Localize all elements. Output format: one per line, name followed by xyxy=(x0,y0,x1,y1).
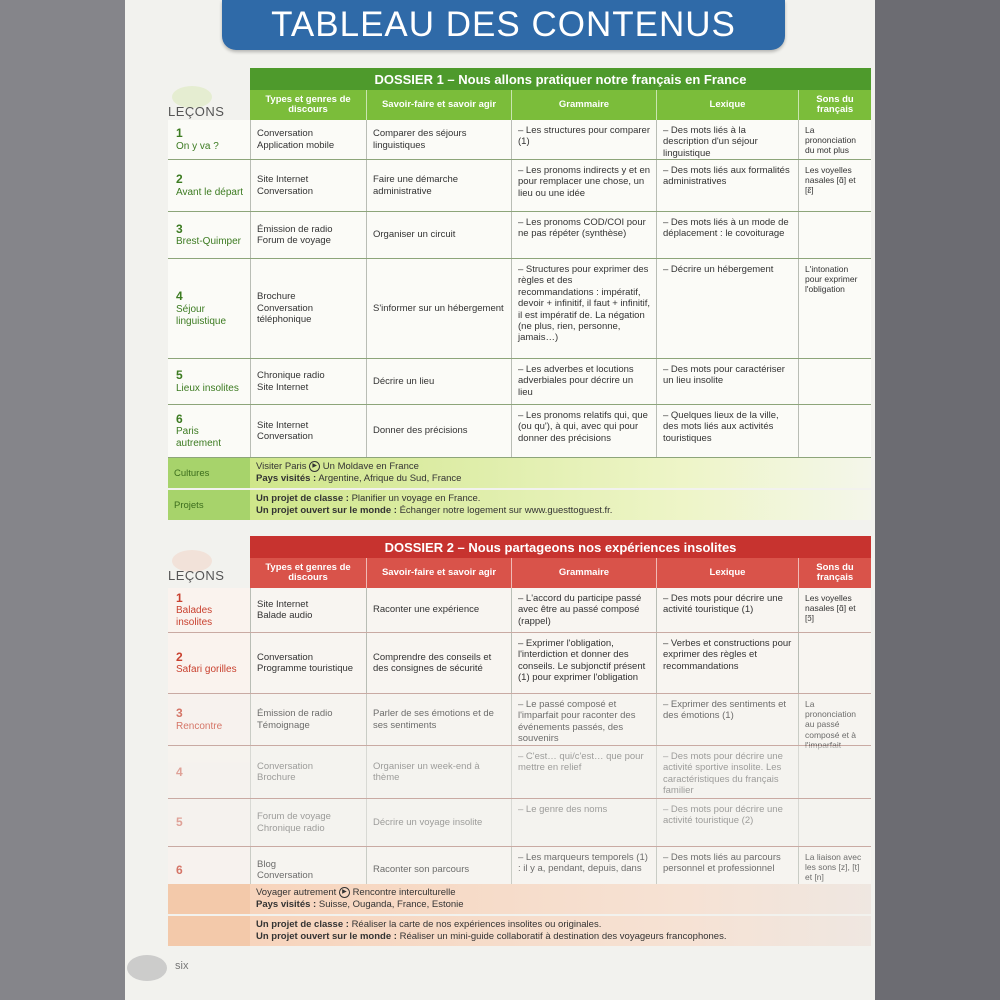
lecon-number: 3 xyxy=(176,706,183,721)
grammaire-text: – Les adverbes et locutions adverbiales pour décrire un lieu xyxy=(518,364,634,398)
savoir-text: Comparer des séjours linguistiques xyxy=(373,128,467,151)
savoir-text: Décrire un lieu xyxy=(373,375,435,387)
savoir-text: Raconter une expérience xyxy=(373,604,480,616)
lecon-number: 2 xyxy=(176,649,183,664)
dossier-2-table xyxy=(168,536,871,956)
sons-cell xyxy=(798,633,871,693)
lecon-name: Safari gorilles xyxy=(176,664,237,676)
cultures-label xyxy=(168,884,250,914)
grammaire-text: – Le genre des noms xyxy=(518,804,608,815)
savoir-cell xyxy=(366,120,511,159)
projet1-label: Un projet de classe : xyxy=(256,493,349,504)
lexique-text: – Des mots liés au parcours personnel et professionnel xyxy=(663,852,781,875)
grammaire-cell xyxy=(511,120,656,159)
lecon-cell xyxy=(168,405,250,457)
lecon-cell xyxy=(168,799,250,846)
grammaire-cell xyxy=(511,588,656,632)
lecon-number: 5 xyxy=(176,815,183,830)
lexique-text: – Des mots pour décrire une activité touristique (1) xyxy=(663,593,783,616)
lecon-cell xyxy=(168,120,250,159)
lexique-cell xyxy=(656,633,798,693)
types-cell xyxy=(250,694,366,745)
savoir-cell xyxy=(366,259,511,358)
savoir-cell xyxy=(366,405,511,457)
projet2-text: Échanger notre logement sur www.guesttoguest.fr. xyxy=(399,504,613,516)
grammaire-text: – Le passé composé et l'imparfait pour raconter des événements passés, des souvenirs xyxy=(518,699,636,745)
savoir-cell xyxy=(366,588,511,632)
table-row xyxy=(168,633,871,694)
lexique-cell xyxy=(656,259,798,358)
cultures-content xyxy=(250,458,871,488)
savoir-cell xyxy=(366,799,511,846)
lecon-name: Paris autrement xyxy=(176,426,222,450)
column-headers xyxy=(250,90,871,120)
types-text: Conversation Brochure xyxy=(257,760,313,783)
types-text: Site Internet Balade audio xyxy=(257,598,313,621)
types-cell xyxy=(250,359,366,404)
grammaire-text: – Les marqueurs temporels (1) : il y a, pendant, depuis, dans xyxy=(518,852,648,875)
cultures-video: Rencontre interculturelle xyxy=(352,887,456,899)
col-lexique: Lexique xyxy=(656,558,798,588)
grammaire-text: – Les pronoms indirects y et en pour remplacer une chose, un lieu ou une idée xyxy=(518,165,651,199)
types-text: Brochure Conversation téléphonique xyxy=(257,291,313,326)
col-lexique: Lexique xyxy=(656,90,798,120)
sons-cell xyxy=(798,259,871,358)
lexique-cell xyxy=(656,746,798,798)
lecon-name: Avant le départ xyxy=(176,186,244,198)
sons-cell xyxy=(798,694,871,750)
video-icon: ▶ xyxy=(339,887,350,898)
grammaire-cell xyxy=(511,799,656,846)
lecon-number: 5 xyxy=(176,368,183,383)
col-grammaire: Grammaire xyxy=(511,90,656,120)
dossier-1-title: DOSSIER 1 – Nous allons pratiquer notre français en France xyxy=(250,68,871,90)
types-text: Conversation Application mobile xyxy=(257,128,335,151)
types-text: Conversation Programme touristique xyxy=(257,651,354,674)
col-types: Types et genres de discours xyxy=(265,93,351,115)
sons-cell xyxy=(798,120,871,159)
grammaire-text: – Les structures pour comparer (1) xyxy=(518,125,651,148)
savoir-text: Décrire un voyage insolite xyxy=(373,816,483,828)
lexique-cell xyxy=(656,160,798,211)
lecon-name: Rencontre xyxy=(176,720,223,732)
lexique-text: – Quelques lieux de la ville, des mots liés aux activités touristiques xyxy=(663,410,779,444)
column-headers xyxy=(250,558,871,588)
savoir-cell xyxy=(366,359,511,404)
sons-text: L'intonation pour exprimer l'obligation xyxy=(805,264,858,295)
projets-row xyxy=(168,488,871,520)
types-text: Chronique radio Site Internet xyxy=(257,370,325,393)
lexique-cell xyxy=(656,359,798,404)
grammaire-cell xyxy=(511,212,656,258)
table-row xyxy=(168,746,871,799)
sons-cell xyxy=(798,799,871,846)
page-number: six xyxy=(175,960,189,972)
types-text: Site Internet Conversation xyxy=(257,419,313,442)
table-row xyxy=(168,160,871,212)
projet2-text: Réaliser un mini-guide collaboratif à destination des voyageurs francophones. xyxy=(399,930,727,942)
lecon-cell xyxy=(168,633,250,693)
grammaire-cell xyxy=(511,359,656,404)
lecon-number: 4 xyxy=(176,289,183,304)
table-row xyxy=(168,259,871,359)
lexique-cell xyxy=(656,799,798,846)
projets-row xyxy=(168,914,871,946)
lexique-cell xyxy=(656,588,798,632)
lexique-text: – Des mots liés aux formalités administratives xyxy=(663,165,790,188)
cultures-pays: Suisse, Ouganda, France, Estonie xyxy=(318,898,464,910)
savoir-cell xyxy=(366,633,511,693)
sons-cell xyxy=(798,359,871,404)
grammaire-text: – L'accord du participe passé avec être au passé composé (rappel) xyxy=(518,593,642,627)
sons-cell xyxy=(798,746,871,798)
lecons-label: LEÇONS xyxy=(168,568,225,583)
savoir-text: Donner des précisions xyxy=(373,425,468,437)
savoir-text: Raconter son parcours xyxy=(373,864,470,876)
cultures-row xyxy=(168,884,871,914)
grammaire-cell xyxy=(511,633,656,693)
grammaire-cell xyxy=(511,259,656,358)
savoir-text: Parler de ses émotions et de ses sentiments xyxy=(373,708,494,731)
lecon-cell xyxy=(168,694,250,745)
cultures-pays: Argentine, Afrique du Sud, France xyxy=(318,472,462,484)
grammaire-text: – Structures pour exprimer des règles et des recommandations : impératif, devoir + infinitif, il faut + infinitif, il est impératif de. La négation (ne plus, rien, personne, jamais…) xyxy=(518,264,651,344)
types-text: Émission de radio Forum de voyage xyxy=(257,223,333,246)
grammaire-cell xyxy=(511,746,656,798)
cultures-line1: Visiter Paris xyxy=(256,461,307,473)
lexique-text: – Des mots liés à la description d'un séjour linguistique xyxy=(663,125,758,159)
dossier-2-rows xyxy=(168,588,871,894)
cultures-video: Un Moldave en France xyxy=(322,461,419,473)
table-row xyxy=(168,588,871,633)
cultures-content xyxy=(250,884,871,914)
lecon-cell xyxy=(168,359,250,404)
sons-text: La prononciation au passé composé et à l'imparfait xyxy=(805,699,857,750)
lecon-cell xyxy=(168,746,250,798)
projets-label: Projets xyxy=(168,490,250,520)
background-left xyxy=(0,0,125,1000)
lexique-cell xyxy=(656,120,798,159)
projet1-text: Planifier un voyage en France. xyxy=(351,493,481,504)
projet2-label: Un projet ouvert sur le monde : xyxy=(256,930,397,942)
lecon-number: 2 xyxy=(176,172,183,187)
types-cell xyxy=(250,160,366,211)
cultures-label: Cultures xyxy=(168,458,250,488)
savoir-cell xyxy=(366,160,511,211)
sons-text: Les voyelles nasales [ɑ̃] et [ɛ̃] xyxy=(805,165,856,196)
lexique-text: – Des mots pour décrire une activité sportive insolite. Les caractéristiques du français familier xyxy=(663,751,783,797)
savoir-cell xyxy=(366,212,511,258)
col-types: Types et genres de discours xyxy=(265,561,351,583)
types-text: Émission de radio Témoignage xyxy=(257,708,333,731)
grammaire-text: – Exprimer l'obligation, l'interdiction et donner des conseils. Le subjonctif présent (1) pour exprimer l'obligation xyxy=(518,638,646,684)
grammaire-text: – Les pronoms relatifs qui, que (ou qu'), à qui, avec qui pour donner des précisions xyxy=(518,410,648,444)
types-cell xyxy=(250,588,366,632)
lecon-number: 3 xyxy=(176,221,183,236)
types-text: Forum de voyage Chronique radio xyxy=(257,811,331,834)
lecon-name: Brest-Quimper xyxy=(176,236,242,248)
lecon-number: 6 xyxy=(176,411,183,426)
table-row xyxy=(168,405,871,458)
lecon-number: 1 xyxy=(176,126,183,141)
table-row xyxy=(168,212,871,259)
savoir-text: Organiser un week-end à thème xyxy=(373,760,480,783)
col-sons: Sons du français xyxy=(798,558,871,588)
lexique-text: – Des mots liés à un mode de déplacement : le covoiturage xyxy=(663,217,789,240)
dossier-1-table xyxy=(168,68,871,524)
grammaire-cell xyxy=(511,694,656,745)
lecon-number: 6 xyxy=(176,862,183,877)
sons-cell xyxy=(798,160,871,211)
lexique-text: – Verbes et constructions pour exprimer des règles et recommandations xyxy=(663,638,792,672)
book-page xyxy=(125,0,875,1000)
lecon-name: Lieux insolites xyxy=(176,382,239,394)
lexique-text: – Des mots pour décrire une activité touristique (2) xyxy=(663,804,783,827)
lecon-name: On y va ? xyxy=(176,140,219,152)
table-row xyxy=(168,359,871,405)
table-row xyxy=(168,799,871,847)
sons-text: Les voyelles nasales [ɑ̃] et [ɔ̃] xyxy=(805,593,856,624)
types-cell xyxy=(250,746,366,798)
lexique-cell xyxy=(656,694,798,745)
lecon-cell xyxy=(168,588,250,632)
sons-cell xyxy=(798,212,871,258)
types-cell xyxy=(250,212,366,258)
projet1-label: Un projet de classe : xyxy=(256,919,349,930)
savoir-text: Faire une démarche administrative xyxy=(373,174,459,197)
projets-content xyxy=(250,490,871,520)
lecon-name: Séjour linguistique xyxy=(176,303,227,327)
page-title: TABLEAU DES CONTENUS xyxy=(222,0,785,50)
types-text: Site Internet Conversation xyxy=(257,174,313,197)
grammaire-cell xyxy=(511,405,656,457)
savoir-cell xyxy=(366,694,511,745)
types-cell xyxy=(250,405,366,457)
types-cell xyxy=(250,259,366,358)
savoir-text: S'informer sur un hébergement xyxy=(373,302,504,314)
dossier-1-rows xyxy=(168,120,871,458)
types-cell xyxy=(250,633,366,693)
cultures-pays-label: Pays visités : xyxy=(256,898,317,910)
lecons-label: LEÇONS xyxy=(168,104,225,119)
col-grammaire: Grammaire xyxy=(511,558,656,588)
table-row xyxy=(168,694,871,750)
lexique-cell xyxy=(656,405,798,457)
lecon-number: 4 xyxy=(176,764,183,779)
col-savoir: Savoir-faire et savoir agir xyxy=(366,558,511,588)
video-icon: ▶ xyxy=(309,461,320,472)
grammaire-text: – C'est… qui/c'est… que pour mettre en relief xyxy=(518,751,644,774)
cultures-row xyxy=(168,458,871,488)
dossier-2-title: DOSSIER 2 – Nous partageons nos expériences insolites xyxy=(250,536,871,558)
savoir-cell xyxy=(366,746,511,798)
projet2-label: Un projet ouvert sur le monde : xyxy=(256,504,397,516)
projets-content xyxy=(250,916,871,946)
background-right xyxy=(875,0,1000,1000)
lecon-cell xyxy=(168,259,250,358)
sons-text: La prononciation du mot plus xyxy=(805,125,857,156)
savoir-text: Comprendre des conseils et des consignes de sécurité xyxy=(373,651,492,674)
types-text: Blog Conversation xyxy=(257,858,313,881)
grammaire-text: – Les pronoms COD/COI pour ne pas répéter (synthèse) xyxy=(518,217,646,240)
cultures-line1: Voyager autrement xyxy=(256,887,337,899)
projet1-text: Réaliser la carte de nos expériences insolites ou originales. xyxy=(351,919,602,930)
sons-cell xyxy=(798,405,871,457)
lecon-cell xyxy=(168,160,250,211)
col-sons: Sons du français xyxy=(798,90,871,120)
sons-text: La liaison avec les sons [z], [t] et [n] xyxy=(805,852,862,883)
footer-decoration xyxy=(127,955,167,981)
lexique-text: – Exprimer des sentiments et des émotions (1) xyxy=(663,699,787,722)
projets-label xyxy=(168,916,250,946)
lecon-name: Balades insolites xyxy=(176,605,213,629)
cultures-pays-label: Pays visités : xyxy=(256,472,317,484)
grammaire-cell xyxy=(511,160,656,211)
sons-cell xyxy=(798,588,871,632)
lexique-cell xyxy=(656,212,798,258)
savoir-text: Organiser un circuit xyxy=(373,229,456,241)
lexique-text: – Des mots pour caractériser un lieu insolite xyxy=(663,364,785,387)
table-row xyxy=(168,120,871,160)
lexique-text: – Décrire un hébergement xyxy=(663,264,774,275)
types-cell xyxy=(250,799,366,846)
lecon-number: 1 xyxy=(176,590,183,605)
col-savoir: Savoir-faire et savoir agir xyxy=(366,90,511,120)
types-cell xyxy=(250,120,366,159)
lecon-cell xyxy=(168,212,250,258)
